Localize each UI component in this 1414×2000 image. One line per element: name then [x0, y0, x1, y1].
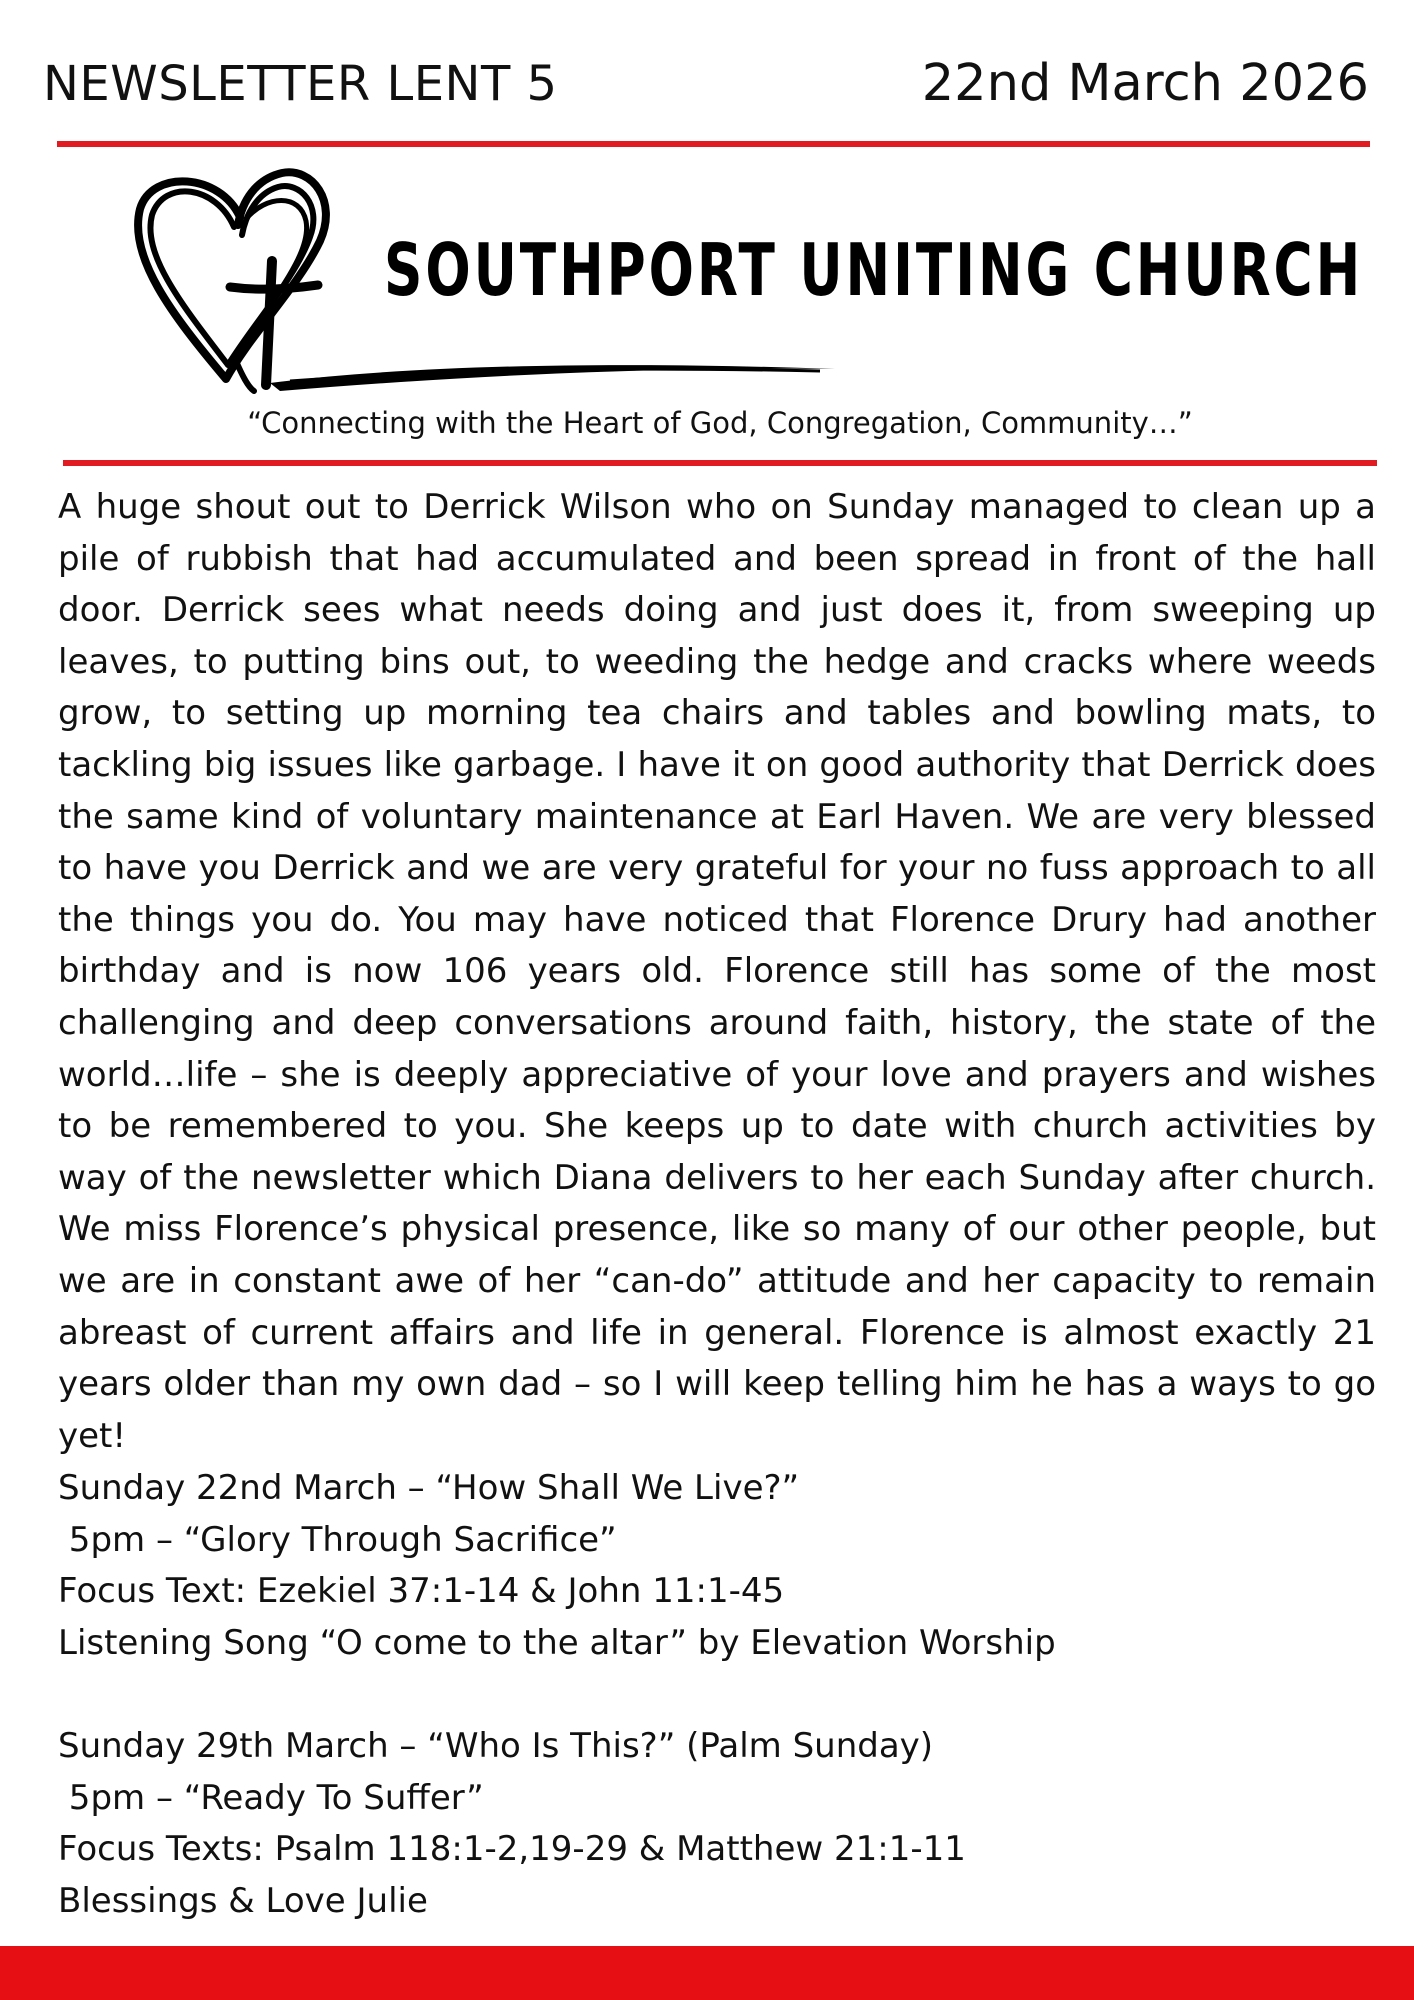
footer-bar — [0, 1946, 1414, 2000]
service-evening: 5pm – “Ready To Suffer” — [58, 1777, 484, 1818]
service-block-29-march — [58, 1721, 966, 1927]
body-paragraph: A huge shout out to Derrick Wilson who on Sunday managed to clean up a pile of rubbish that had accumulated and been spread in front of the hall door. Derrick sees what needs doing and just does it, from sweeping up leaves, to putting bins out, to weeding the hedge and cracks where weeds grow, to setting up morning tea chairs and tables and bowling mats, to tackling big issues like garbage. I have it on good authority that Derrick does the same kind of voluntary maintenance at Earl Haven. We are very blessed to have you Derrick and we are very grateful for your no fuss approach to all the things you do. You may have noticed that Florence Drury had another birthday and is now 106 years old. Florence still has some of the most challenging and deep conversations around faith, history, the state of the world…life – she is deeply appreciative of your love and prayers and wishes to be remembered to you. She keeps up to date with church activities by way of the newsletter which Diana delivers to her each Sunday after church. We miss Florence’s physical presence, like so many of our other people, but we are in constant awe of her “can-do” attitude and her capacity to remain abreast of current affairs and life in general. Florence is almost exactly 21 years older than my own dad – so I will keep telling him he has a ways to go yet! — [58, 487, 1376, 1456]
middle-divider — [63, 460, 1377, 466]
service-block-22-march — [58, 1463, 1056, 1669]
service-focus-text: Focus Text: Ezekiel 37:1-14 & John 11:1-45 — [58, 1571, 785, 1612]
service-heading: Sunday 22nd March – “How Shall We Live?” — [58, 1468, 800, 1508]
tagline: “Connecting with the Heart of God, Congregation, Community…” — [247, 406, 1193, 440]
top-divider — [57, 141, 1370, 147]
church-name-logo: SOUTHPORT UNITING CHURCH — [384, 228, 1364, 312]
service-focus-text: Focus Texts: Psalm 118:1-2,19-29 & Matthew 21:1-11 — [58, 1829, 966, 1870]
service-heading: Sunday 29th March – “Who Is This?” (Palm Sunday) — [58, 1726, 934, 1766]
service-evening: 5pm – “Glory Through Sacrifice” — [58, 1519, 617, 1560]
brush-stroke-underline — [260, 355, 840, 395]
signoff: Blessings & Love Julie — [58, 1880, 428, 1921]
service-listening-song: Listening Song “O come to the altar” by Elevation Worship — [58, 1622, 1056, 1663]
newsletter-date: 22nd March 2026 — [921, 54, 1369, 113]
newsletter-title: NEWSLETTER LENT 5 — [43, 56, 558, 112]
